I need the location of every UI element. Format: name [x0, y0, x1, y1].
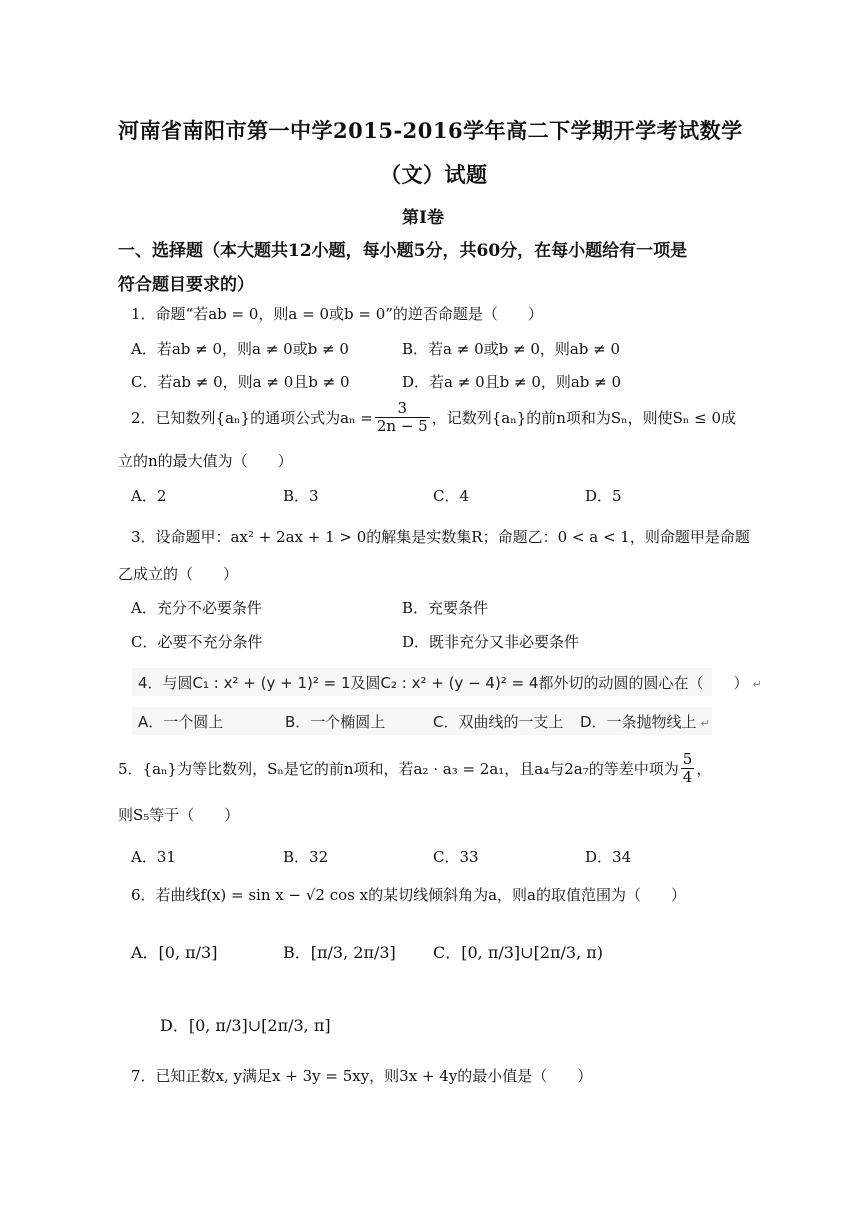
- q1-option-b: B．若a ≠ 0或b ≠ 0，则ab ≠ 0: [402, 340, 621, 358]
- q7-stem: 7．已知正数x, y满足x + 3y = 5xy，则3x + 4y的最小值是（ ）: [131, 1067, 593, 1085]
- q5-fraction-numerator: 5: [682, 750, 693, 768]
- q6-option-c: C．[0, π/3]∪[2π/3, π): [433, 943, 604, 962]
- q3-option-d: D．既非充分又非必要条件: [402, 633, 580, 651]
- q1-stem: 1．命题“若ab = 0，则a = 0或b = 0”的逆否命题是（ ）: [131, 305, 543, 323]
- q2-fraction: [375, 400, 430, 434]
- q5-stem-part-a: 5．{aₙ}为等比数列，Sₙ是它的前n项和，若a₂ · a₃ = 2a₁，且a₄与2a₇的等差中项为: [118, 759, 679, 778]
- q6-option-d: D．[0, π/3]∪[2π/3, π]: [160, 1016, 331, 1035]
- q2-option-c: C．4: [433, 487, 470, 505]
- q3-stem-line2: 乙成立的（ ）: [118, 565, 239, 583]
- q5-stem-tail: ，: [696, 759, 712, 778]
- q5-option-d: D．34: [585, 848, 632, 866]
- q5-fraction: [681, 751, 695, 785]
- q6-option-a: A．[0, π/3]: [131, 943, 218, 962]
- q3-option-b: B．充要条件: [402, 599, 489, 617]
- q2-fraction-denominator: 2n − 5: [376, 416, 428, 435]
- return-mark-icon: ↵: [700, 717, 710, 730]
- q5-option-a: A．31: [131, 848, 176, 866]
- q6-option-b: B．[π/3, 2π/3]: [283, 943, 396, 962]
- q6-stem: 6．若曲线f(x) = sin x − √2 cos x的某切线倾斜角为a，则a的取值范围为（ ）: [131, 886, 686, 904]
- return-mark-icon: ↵: [752, 678, 762, 691]
- q5-stem-line1: [118, 751, 711, 785]
- q2-option-d: D．5: [585, 487, 622, 505]
- q2-stem-line2: 立的n的最大值为（ ）: [118, 452, 293, 470]
- q4-option-d-text: D．一条抛物线上: [580, 713, 697, 731]
- section-heading-line2: 符合题目要求的）: [118, 275, 254, 295]
- q2-stem-part-a: 2．已知数列{aₙ}的通项公式为aₙ =: [131, 408, 373, 427]
- q1-option-d: D．若a ≠ 0且b ≠ 0，则ab ≠ 0: [402, 373, 622, 391]
- q5-option-c: C．33: [433, 848, 479, 866]
- q4-option-b: B．一个椭圆上: [285, 713, 386, 731]
- q4-stem: [138, 672, 762, 693]
- q4-option-a: A．一个圆上: [138, 713, 224, 731]
- q4-option-d: [580, 711, 710, 732]
- exam-title-line2: （文）试题: [380, 162, 488, 187]
- q5-stem-line2: 则S₅等于（ ）: [118, 806, 240, 824]
- section-heading-line1: 一、选择题（本大题共12小题，每小题5分，共60分，在每小题给有一项是: [118, 241, 688, 261]
- q2-option-b: B．3: [283, 487, 319, 505]
- q3-stem-line1: 3．设命题甲：ax² + 2ax + 1 > 0的解集是实数集R；命题乙：0 < a < 1，则命题甲是命题: [131, 528, 750, 546]
- q4-stem-text: 4．与圆C₁ : x² + (y + 1)² = 1及圆C₂ : x² + (y − 4)² = 4都外切的动圆的圆心在（ ）: [138, 674, 749, 692]
- q5-option-b: B．32: [283, 848, 329, 866]
- q3-option-a: A．充分不必要条件: [131, 599, 262, 617]
- q2-stem-line1: [131, 400, 736, 434]
- q3-option-c: C．必要不充分条件: [131, 633, 263, 651]
- q2-stem-part-b: ，记数列{aₙ}的前n项和为Sₙ，则使Sₙ ≤ 0成: [431, 408, 737, 427]
- q2-fraction-numerator: 3: [375, 400, 430, 418]
- exam-title-line1: 河南省南阳市第一中学2015-2016学年高二下学期开学考试数学: [118, 118, 743, 143]
- q1-option-a: A．若ab ≠ 0，则a ≠ 0或b ≠ 0: [131, 340, 349, 358]
- q2-option-a: A．2: [131, 487, 167, 505]
- part-heading: 第Ⅰ卷: [402, 208, 444, 228]
- q5-fraction-denominator: 4: [682, 767, 693, 786]
- q1-option-c: C．若ab ≠ 0，则a ≠ 0且b ≠ 0: [131, 373, 350, 391]
- q4-option-c: C．双曲线的一支上: [433, 713, 564, 731]
